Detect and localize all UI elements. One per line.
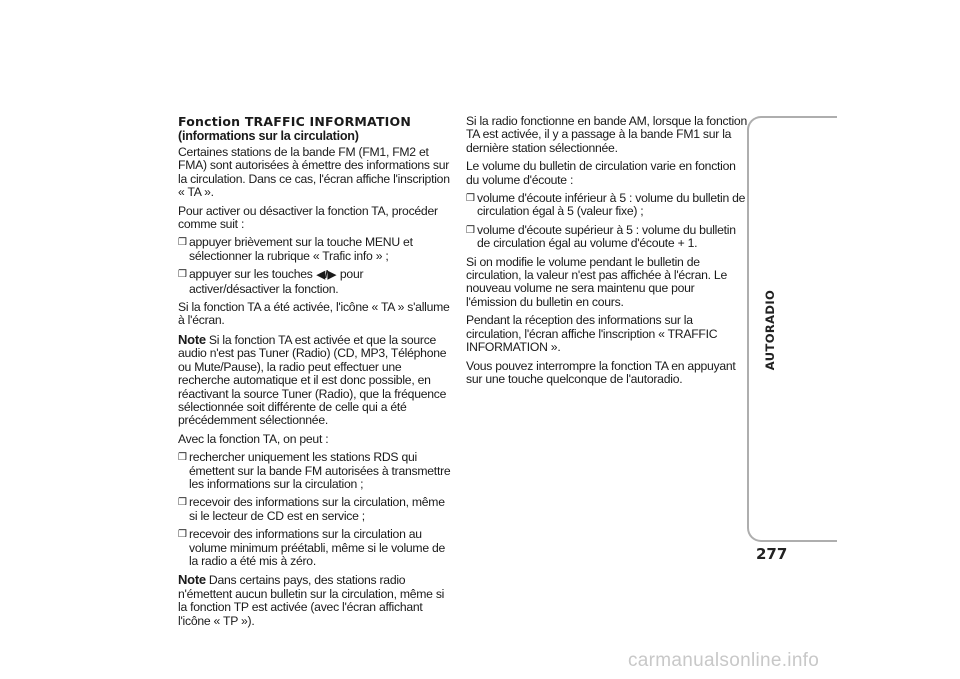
paragraph: Pour activer ou désactiver la fonction TA, procéder comme suit : [178, 203, 438, 232]
note-label: Note [178, 572, 206, 588]
section-subtitle: (informations sur la circulation) [178, 129, 359, 143]
bullet-text: volume d'écoute supérieur à 5 : volume du bulletin de circulation égal au volume d'écoute + 1. [477, 222, 736, 251]
paragraph: Vous pouvez interrompre la fonction TA en appuyant sur une touche quelconque de l'autoradio. [466, 358, 736, 386]
paragraph: Le volume du bulletin de circulation varie en fonction du volume d'écoute : [466, 159, 736, 187]
paragraph: Si la fonction TA a été activée, l'icône « TA » s'allume à l'écran. [178, 300, 450, 328]
bullet-text: rechercher uniquement les stations RDS qui émettent sur la bande FM autorisées à transmettre les informations sur la circulation ; [189, 450, 451, 491]
paragraph: Avec la fonction TA, on peut : [178, 431, 329, 446]
bullet-text: recevoir des informations sur la circulation, même si le lecteur de CD est en service ; [189, 495, 445, 523]
bullet-item [178, 451, 456, 491]
bullet-item [178, 496, 456, 523]
paragraph: Si la radio fonctionne en bande AM, lorsque la fonction TA est activée, il y a passage à la bande FM1 sur la dernière station sélectionnée. [466, 114, 747, 155]
section-title: Fonction TRAFFIC INFORMATION [178, 114, 412, 129]
section-tab-label: AUTORADIO [763, 289, 777, 371]
paragraph: Si on modifie le volume pendant le bulletin de circulation, la valeur n'est pas affichée à l'écran. Le nouveau volume ne sera maintenu que pour l'émission du bulletin en cours. [466, 254, 727, 309]
bullet-item [178, 236, 456, 263]
bullet-text: volume d'écoute inférieur à 5 : volume du bulletin de circulation égal à 5 (valeur fixe) ; [477, 191, 746, 219]
paragraph: Pendant la réception des informations sur la circulation, l'écran affiche l'inscription « TRAFFIC INFORMATION ». [466, 313, 718, 355]
bullet-text-end: pour activer/désactiver la fonction. [189, 267, 364, 296]
page-number: 277 [756, 545, 788, 563]
note-text: Si la fonction TA est activée et que la source audio n'est pas Tuner (Radio) (CD, MP3, Téléphone ou Mute/Pause), la radio peut effectuer une recherche automatique et il est donc possible, en réactivant la source Tuner (Radio), que la fréquence sélectionnée soit différente de celle qui a été précédemment sélectionnée. [178, 332, 447, 428]
bullet-marker: ❒ [466, 224, 475, 236]
note [178, 333, 456, 428]
bullet-marker: ❒ [178, 452, 187, 464]
note-text: Dans certains pays, des stations radio n'émettent aucun bulletin sur la circulation, même si la fonction TP est activée (avec l'écran affichant l'icône « TP »). [178, 573, 445, 628]
bullet-marker: ❒ [178, 529, 187, 541]
left-right-arrows-icon: ◀/▶ [316, 269, 336, 282]
bullet-item [178, 268, 456, 296]
bullet-text-start: appuyer sur les touches [189, 267, 313, 282]
bullet-marker: ❒ [178, 237, 187, 249]
paragraph: Certaines stations de la bande FM (FM1, FM2 et FMA) sont autorisées à émettre des informations sur la circulation. Dans ce cas, l'écran affiche l'inscription « TA ». [178, 145, 450, 200]
bullet-item [466, 192, 748, 219]
section-tab-frame [747, 116, 837, 542]
bullet-marker: ❒ [466, 193, 475, 205]
left-column [178, 115, 456, 633]
note [178, 573, 456, 628]
right-column [466, 115, 748, 391]
watermark: carmanualsonline.info [628, 650, 820, 671]
bullet-marker: ❒ [178, 497, 187, 509]
bullet-text [189, 268, 456, 296]
bullet-text: appuyer brièvement sur la touche MENU et sélectionner la rubrique « Trafic info » ; [189, 235, 413, 263]
bullet-marker: ❒ [178, 269, 187, 281]
bullet-item [178, 528, 456, 568]
note-label: Note [178, 331, 206, 347]
bullet-text: recevoir des informations sur la circulation au volume minimum préétabli, même si le volume de la radio a été mis à zéro. [189, 527, 446, 568]
bullet-item [466, 224, 748, 251]
